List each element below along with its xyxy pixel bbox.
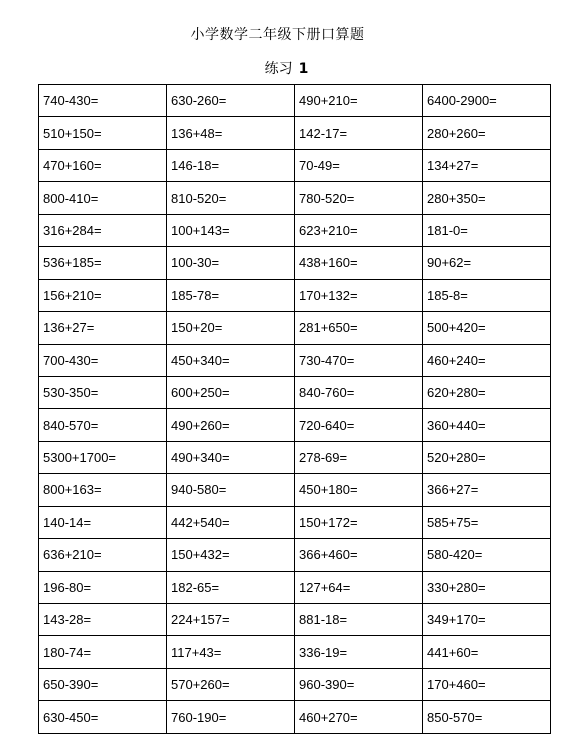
problem-cell: 185-78= — [167, 279, 295, 311]
problem-cell: 840-570= — [39, 409, 167, 441]
problem-cell: 136+27= — [39, 312, 167, 344]
table-row — [39, 409, 551, 441]
problem-cell: 490+260= — [167, 409, 295, 441]
problem-cell: 180-74= — [39, 636, 167, 668]
problem-cell: 600+250= — [167, 376, 295, 408]
problem-cell: 150+172= — [295, 506, 423, 538]
problem-cell: 224+157= — [167, 604, 295, 636]
exercise-number: 1 — [298, 61, 309, 77]
problem-cell: 316+284= — [39, 214, 167, 246]
problem-cell: 150+20= — [167, 312, 295, 344]
exercise-heading — [0, 58, 573, 78]
table-row — [39, 312, 551, 344]
table-row — [39, 279, 551, 311]
problem-cell: 438+160= — [295, 247, 423, 279]
problem-cell: 940-580= — [167, 474, 295, 506]
problem-cell: 117+43= — [167, 636, 295, 668]
problem-cell: 580-420= — [423, 539, 551, 571]
problem-cell: 360+440= — [423, 409, 551, 441]
problem-cell: 700-430= — [39, 344, 167, 376]
table-row — [39, 539, 551, 571]
problem-cell: 460+240= — [423, 344, 551, 376]
problem-cell: 630-260= — [167, 85, 295, 117]
problem-cell: 490+340= — [167, 441, 295, 473]
problem-cell: 170+460= — [423, 668, 551, 700]
problem-cell: 442+540= — [167, 506, 295, 538]
problem-cell: 450+180= — [295, 474, 423, 506]
problem-cell: 760-190= — [167, 701, 295, 734]
problem-cell: 182-65= — [167, 571, 295, 603]
problem-cell: 330+280= — [423, 571, 551, 603]
problem-cell: 636+210= — [39, 539, 167, 571]
problem-cell: 650-390= — [39, 668, 167, 700]
problem-cell: 142-17= — [295, 117, 423, 149]
problem-cell: 623+210= — [295, 214, 423, 246]
problem-cell: 530-350= — [39, 376, 167, 408]
table-row — [39, 701, 551, 734]
problem-cell: 500+420= — [423, 312, 551, 344]
table-row — [39, 247, 551, 279]
problem-cell: 281+650= — [295, 312, 423, 344]
problem-cell: 960-390= — [295, 668, 423, 700]
problem-cell: 450+340= — [167, 344, 295, 376]
table-row — [39, 474, 551, 506]
table-row — [39, 604, 551, 636]
table-row — [39, 214, 551, 246]
problem-cell: 100+143= — [167, 214, 295, 246]
problem-cell: 630-450= — [39, 701, 167, 734]
problem-cell: 470+160= — [39, 149, 167, 181]
problem-cell: 366+27= — [423, 474, 551, 506]
table-row — [39, 636, 551, 668]
problem-cell: 196-80= — [39, 571, 167, 603]
problem-cell: 170+132= — [295, 279, 423, 311]
problem-cell: 441+60= — [423, 636, 551, 668]
problem-cell: 490+210= — [295, 85, 423, 117]
problem-cell: 100-30= — [167, 247, 295, 279]
problem-cell: 881-18= — [295, 604, 423, 636]
problem-cell: 520+280= — [423, 441, 551, 473]
problem-cell: 720-640= — [295, 409, 423, 441]
problem-cell: 460+270= — [295, 701, 423, 734]
problem-cell: 800+163= — [39, 474, 167, 506]
table-row — [39, 668, 551, 700]
table-row — [39, 506, 551, 538]
page-title: 小学数学二年级下册口算题 — [190, 27, 365, 43]
problem-cell: 134+27= — [423, 149, 551, 181]
problem-cell: 740-430= — [39, 85, 167, 117]
problem-cell: 136+48= — [167, 117, 295, 149]
problem-cell: 349+170= — [423, 604, 551, 636]
problem-cell: 280+260= — [423, 117, 551, 149]
problem-cell: 840-760= — [295, 376, 423, 408]
problem-cell: 6400-2900= — [423, 85, 551, 117]
table-row — [39, 149, 551, 181]
table-row — [39, 182, 551, 214]
exercise-label: 练习 — [264, 61, 293, 77]
problem-cell: 585+75= — [423, 506, 551, 538]
problem-cell: 810-520= — [167, 182, 295, 214]
problem-cell: 181-0= — [423, 214, 551, 246]
problem-table — [38, 84, 551, 734]
problem-cell: 850-570= — [423, 701, 551, 734]
problem-cell: 510+150= — [39, 117, 167, 149]
problem-cell: 140-14= — [39, 506, 167, 538]
table-row — [39, 376, 551, 408]
problem-cell: 70-49= — [295, 149, 423, 181]
table-row — [39, 85, 551, 117]
problem-cell: 90+62= — [423, 247, 551, 279]
problem-cell: 620+280= — [423, 376, 551, 408]
problem-cell: 185-8= — [423, 279, 551, 311]
table-row — [39, 441, 551, 473]
problem-cell: 280+350= — [423, 182, 551, 214]
problem-cell: 336-19= — [295, 636, 423, 668]
problem-cell: 146-18= — [167, 149, 295, 181]
problem-cell: 366+460= — [295, 539, 423, 571]
problem-cell: 5300+1700= — [39, 441, 167, 473]
table-row — [39, 571, 551, 603]
problem-cell: 800-410= — [39, 182, 167, 214]
problem-cell: 730-470= — [295, 344, 423, 376]
table-row — [39, 344, 551, 376]
problem-cell: 127+64= — [295, 571, 423, 603]
problem-cell: 570+260= — [167, 668, 295, 700]
problem-cell: 150+432= — [167, 539, 295, 571]
problem-cell: 536+185= — [39, 247, 167, 279]
problem-cell: 156+210= — [39, 279, 167, 311]
problem-cell: 143-28= — [39, 604, 167, 636]
table-row — [39, 117, 551, 149]
problem-cell: 780-520= — [295, 182, 423, 214]
problem-cell: 278-69= — [295, 441, 423, 473]
